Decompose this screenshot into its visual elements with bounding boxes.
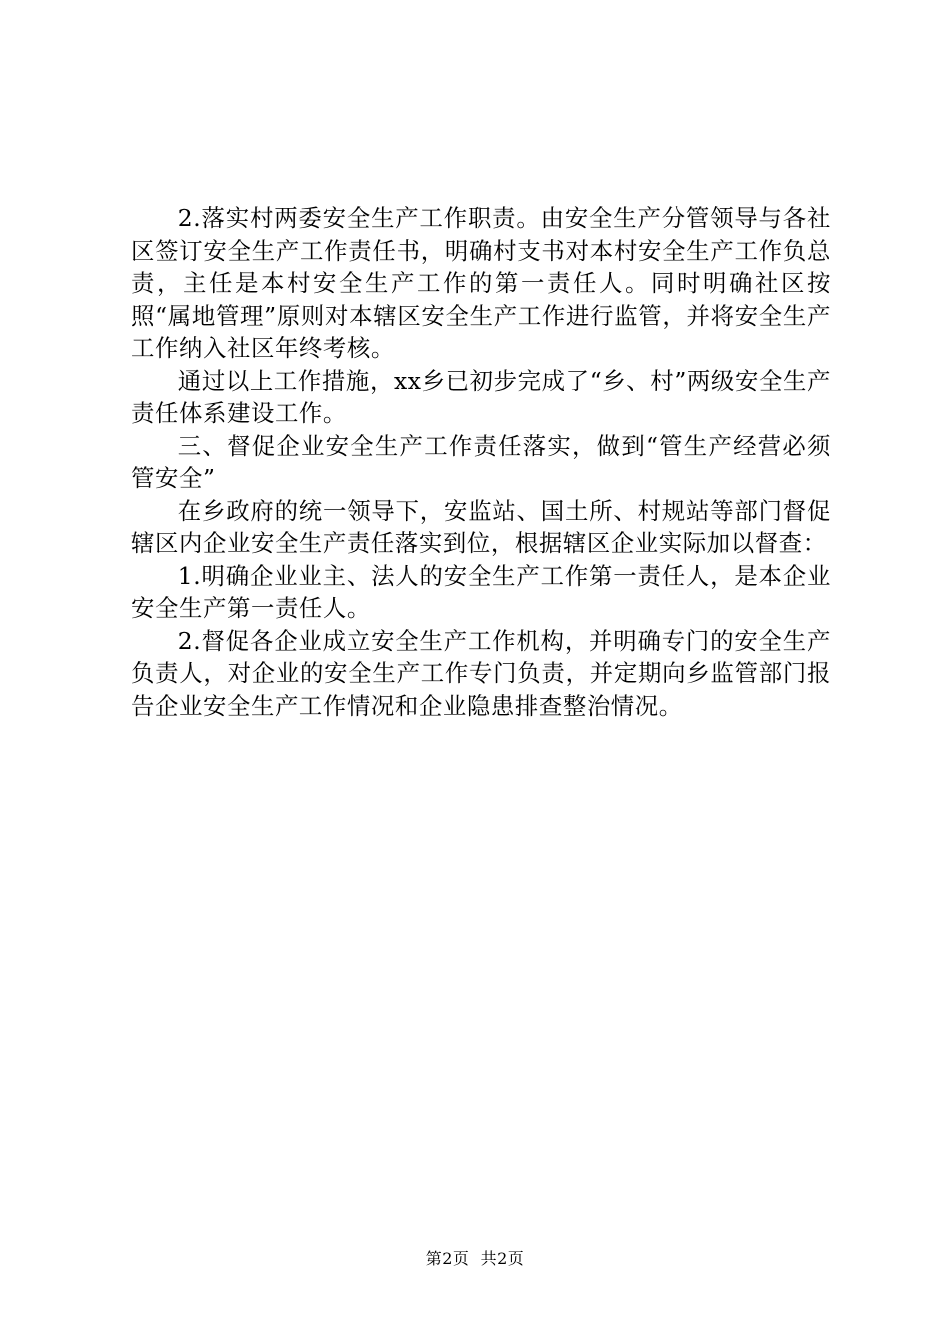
document-body [131, 202, 831, 722]
section-heading-three: 三、督促企业安全生产工作责任落实，做到“管生产经营必须管安全” [131, 431, 831, 492]
list-item-one: 1.明确企业业主、法人的安全生产工作第一责任人，是本企业安全生产第一责任人。 [131, 561, 831, 622]
paragraph-two-level-system: 通过以上工作措施，xx乡已初步完成了“乡、村”两级安全生产责任体系建设工作。 [131, 366, 831, 427]
footer-separator [469, 1249, 480, 1268]
list-item-two: 2.督促各企业成立安全生产工作机构，并明确专门的安全生产负责人，对企业的安全生产工作专门负责，并定期向乡监管部门报告企业安全生产工作情况和企业隐患排查整治情况。 [131, 626, 831, 720]
paragraph-supervision-intro: 在乡政府的统一领导下，安监站、国土所、村规站等部门督促辖区内企业安全生产责任落实到位，根据辖区企业实际加以督查： [131, 496, 831, 557]
page-total: 共2页 [480, 1249, 525, 1268]
page-number: 第2页 [425, 1249, 470, 1268]
paragraph-village-responsibility: 2.落实村两委安全生产工作职责。由安全生产分管领导与各社区签订安全生产工作责任书，明确村支书对本村安全生产工作负总责，主任是本村安全生产工作的第一责任人。同时明确社区按照“属地管理”原则对本辖区安全生产工作进行监管，并将安全生产工作纳入社区年终考核。 [131, 204, 831, 362]
page-footer [0, 1249, 950, 1269]
